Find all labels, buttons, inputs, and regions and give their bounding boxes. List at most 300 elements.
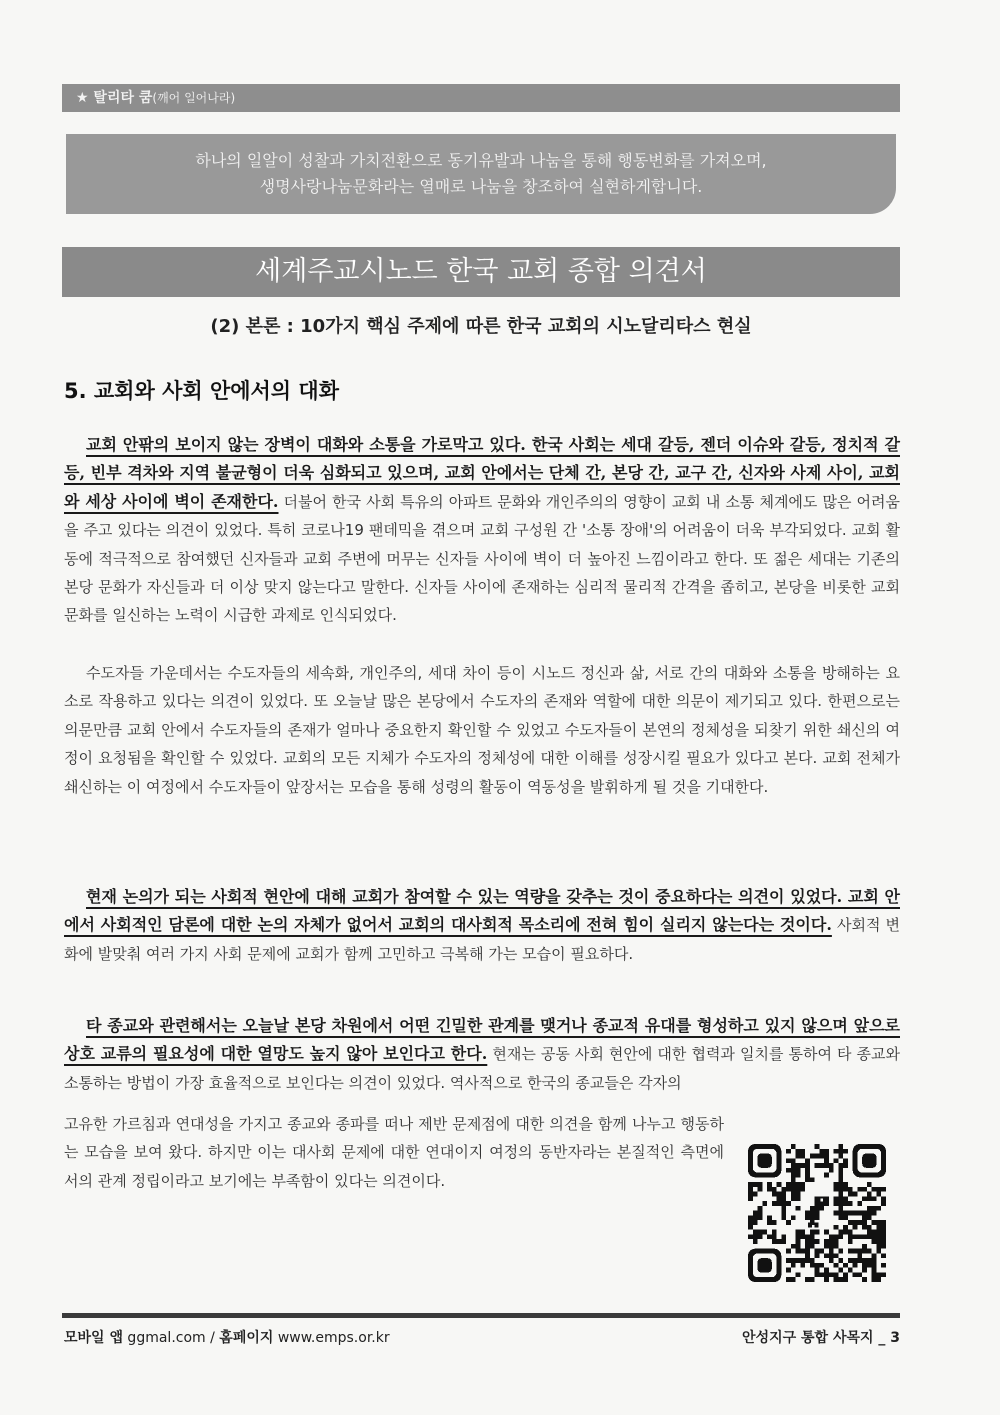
- paragraph-3-lead: 현재 논의가 되는 사회적 현안에 대해 교회가 참여할 수 있는 역량을 갖추는 것이 중요하다는 의견이 있었다. 교회 안에서 사회적인 담론에 대한 논의 자체가 없어서 교회의 대사회적 목소리에 전혀 힘이 실리지 않는다는 것이다.: [64, 887, 900, 935]
- qr-module: [848, 1211, 853, 1216]
- qr-module: [848, 1192, 853, 1197]
- qr-module: [753, 1239, 758, 1244]
- qr-module: [872, 1239, 877, 1244]
- qr-module: [786, 1268, 791, 1273]
- qr-module: [857, 1249, 862, 1254]
- qr-module: [881, 1196, 886, 1201]
- qr-module: [838, 1168, 843, 1173]
- qr-module: [862, 1225, 867, 1230]
- qr-module: [796, 1258, 801, 1263]
- paragraph-1-body: 더불어 한국 사회 특유의 아파트 문화와 개인주의의 영향이 교회 내 소통 체계에도 많은 어려움을 주고 있다는 의견이 있었다. 특히 코로나19 팬데믹을 겪으며 교회 구성원 간 '소통 장애'의 어려움이 더욱 부각되었다. 교회 활동에 적극적으로 참여했던 신자들과 교회 주변에 머무는 신자들 사이에 벽이 더 높아진 느낌이라고 한다. 또 젊은 세대는 기존의 본당 문화가 자신들과 더 이상 맞지 않는다고 말한다. 신자들 사이에 존재하는 심리적 물리적 간격을 좁히고, 본당을 비롯한 교회 문화를 일신하는 노력이 시급한 과제로 인식되었다.: [64, 492, 900, 625]
- qr-module: [805, 1163, 810, 1168]
- qr-module: [872, 1211, 877, 1216]
- qr-module: [786, 1258, 791, 1263]
- qr-module: [862, 1249, 867, 1254]
- qr-module: [796, 1239, 801, 1244]
- qr-module: [867, 1215, 872, 1220]
- paragraph-3-body: 사회적 변화에 발맞춰 여러 가지 사회 문제에 교회가 함께 고민하고 극복해 가는 모습이 필요하다.: [64, 916, 900, 963]
- qr-module: [872, 1234, 877, 1239]
- qr-module: [843, 1196, 848, 1201]
- qr-module: [881, 1234, 886, 1239]
- qr-module: [834, 1253, 839, 1258]
- qr-module: [857, 1253, 862, 1258]
- qr-module: [748, 1220, 753, 1225]
- qr-module: [753, 1192, 758, 1197]
- qr-module: [767, 1234, 772, 1239]
- qr-module: [800, 1234, 805, 1239]
- qr-module: [781, 1187, 786, 1192]
- qr-module: [800, 1154, 805, 1159]
- qr-module: [834, 1263, 839, 1268]
- intro-line-2: 생명사랑나눔문화라는 열매로 나눔을 창조하여 실현하게합니다.: [259, 177, 703, 196]
- qr-module: [753, 1230, 758, 1235]
- qr-module: [791, 1263, 796, 1268]
- qr-module: [796, 1163, 801, 1168]
- qr-module: [838, 1249, 843, 1254]
- qr-module: [796, 1168, 801, 1173]
- qr-module: [838, 1154, 843, 1159]
- qr-module: [767, 1182, 772, 1187]
- qr-module: [815, 1268, 820, 1273]
- qr-module: [862, 1244, 867, 1249]
- qr-module: [791, 1158, 796, 1163]
- qr-module: [815, 1163, 820, 1168]
- footer-home-label: 홈페이지: [219, 1330, 274, 1346]
- qr-module: [853, 1225, 858, 1230]
- qr-module: [862, 1258, 867, 1263]
- qr-module: [824, 1244, 829, 1249]
- qr-module: [867, 1192, 872, 1197]
- section-heading: 5. 교회와 사회 안에서의 대화: [64, 379, 339, 403]
- qr-module: [767, 1220, 772, 1225]
- qr-module: [876, 1192, 881, 1197]
- qr-module: [876, 1230, 881, 1235]
- qr-code[interactable]: [748, 1144, 886, 1282]
- qr-module: [838, 1206, 843, 1211]
- qr-module: [857, 1187, 862, 1192]
- qr-module: [819, 1163, 824, 1168]
- qr-module: [848, 1249, 853, 1254]
- qr-module: [758, 1206, 763, 1211]
- qr-module: [781, 1201, 786, 1206]
- qr-module: [843, 1211, 848, 1216]
- qr-module: [881, 1272, 886, 1277]
- qr-module: [862, 1187, 867, 1192]
- qr-module: [786, 1201, 791, 1206]
- qr-module: [791, 1196, 796, 1201]
- header-label: ★ 탈리타 쿰: [76, 90, 153, 106]
- qr-module: [805, 1249, 810, 1254]
- qr-module: [829, 1239, 834, 1244]
- qr-module: [862, 1196, 867, 1201]
- qr-module: [805, 1168, 810, 1173]
- qr-module: [772, 1234, 777, 1239]
- qr-module: [843, 1277, 848, 1282]
- qr-module: [843, 1215, 848, 1220]
- qr-module: [872, 1220, 877, 1225]
- qr-module: [829, 1253, 834, 1258]
- qr-module: [781, 1192, 786, 1197]
- qr-module: [843, 1182, 848, 1187]
- qr-module: [838, 1144, 843, 1149]
- qr-module: [838, 1258, 843, 1263]
- qr-module: [838, 1211, 843, 1216]
- qr-module: [796, 1182, 801, 1187]
- qr-module: [848, 1258, 853, 1263]
- qr-module: [815, 1249, 820, 1254]
- qr-module: [848, 1268, 853, 1273]
- qr-module: [758, 1234, 763, 1239]
- qr-module: [881, 1187, 886, 1192]
- qr-module: [815, 1154, 820, 1159]
- qr-module: [848, 1239, 853, 1244]
- qr-module: [848, 1201, 853, 1206]
- qr-module: [786, 1158, 791, 1163]
- qr-module: [819, 1149, 824, 1154]
- qr-module: [843, 1149, 848, 1154]
- qr-module: [805, 1234, 810, 1239]
- qr-module: [881, 1225, 886, 1230]
- qr-module: [777, 1192, 782, 1197]
- qr-module: [786, 1187, 791, 1192]
- qr-module: [781, 1206, 786, 1211]
- qr-module: [838, 1182, 843, 1187]
- qr-module: [786, 1168, 791, 1173]
- qr-module: [862, 1220, 867, 1225]
- qr-module: [867, 1225, 872, 1230]
- qr-module: [805, 1258, 810, 1263]
- paragraph-4-tail: 고유한 가르침과 연대성을 가지고 종교와 종파를 떠나 제반 문제점에 대한 의견을 함께 나누고 행동하는 모습을 보여 왔다. 하지만 이는 대사회 문제에 대한 연대이지 여정의 동반자라는 본질적인 측면에서의 관계 정립이라고 보기에는 부족함이 있다는 의견이다.: [64, 1115, 724, 1190]
- page-title: 세계주교시노드 한국 교회 종합 의견서: [62, 247, 900, 297]
- qr-module: [796, 1187, 801, 1192]
- qr-module: [824, 1253, 829, 1258]
- qr-module: [838, 1192, 843, 1197]
- qr-module: [829, 1168, 834, 1173]
- qr-module: [876, 1277, 881, 1282]
- qr-module: [791, 1192, 796, 1197]
- qr-module: [791, 1163, 796, 1168]
- paragraph-1: [64, 431, 900, 630]
- qr-module: [834, 1187, 839, 1192]
- qr-module: [800, 1263, 805, 1268]
- qr-module: [786, 1182, 791, 1187]
- qr-module: [805, 1177, 810, 1182]
- qr-module: [838, 1230, 843, 1235]
- qr-module: [824, 1239, 829, 1244]
- qr-module: [786, 1220, 791, 1225]
- qr-module: [838, 1177, 843, 1182]
- qr-module: [881, 1220, 886, 1225]
- qr-module: [810, 1258, 815, 1263]
- qr-module: [867, 1182, 872, 1187]
- qr-module: [748, 1182, 753, 1187]
- qr-module: [843, 1163, 848, 1168]
- qr-module: [876, 1244, 881, 1249]
- qr-module: [758, 1215, 763, 1220]
- qr-module: [791, 1277, 796, 1282]
- qr-module: [838, 1234, 843, 1239]
- qr-module: [867, 1234, 872, 1239]
- qr-module: [862, 1234, 867, 1239]
- qr-module: [829, 1249, 834, 1254]
- qr-module: [791, 1177, 796, 1182]
- qr-module: [772, 1239, 777, 1244]
- qr-module: [824, 1154, 829, 1159]
- qr-module: [857, 1201, 862, 1206]
- qr-module: [857, 1220, 862, 1225]
- qr-module: [758, 1187, 763, 1192]
- qr-module: [853, 1234, 858, 1239]
- qr-module: [800, 1182, 805, 1187]
- qr-module: [810, 1230, 815, 1235]
- qr-module: [881, 1263, 886, 1268]
- qr-module: [777, 1201, 782, 1206]
- qr-module: [800, 1163, 805, 1168]
- qr-module: [862, 1263, 867, 1268]
- paragraph-2-body: 수도자들 가운데서는 수도자들의 세속화, 개인주의, 세대 차이 등이 시노드 정신과 삶, 서로 간의 대화와 소통을 방해하는 요소로 작용하고 있다는 의견이 있었다. 또 오늘날 많은 본당에서 수도자의 존재와 역할에 대한 의문이 제기되고 있다. 한편으로는 의문만큼 교회 안에서 수도자들의 존재가 얼마나 중요한지 확인할 수 있었고 수도자들이 본연의 정체성을 되찾기 위한 쇄신의 여정이 요청됨을 확인할 수 있었다. 교회의 모든 지체가 수도자의 정체성에 대한 이해를 성장시킬 필요가 있다고 본다. 교회 전체가 쇄신하는 이 여정에서 수도자들이 앞장서는 모습을 통해 성령의 활동이 역동성을 발휘하게 될 것을 기대한다.: [64, 664, 900, 796]
- qr-module: [872, 1253, 877, 1258]
- qr-module: [872, 1258, 877, 1263]
- qr-module: [872, 1277, 877, 1282]
- qr-module: [777, 1196, 782, 1201]
- qr-module: [843, 1230, 848, 1235]
- qr-module: [791, 1244, 796, 1249]
- qr-module: [853, 1220, 858, 1225]
- qr-module: [834, 1201, 839, 1206]
- qr-module: [876, 1206, 881, 1211]
- footer-left: [64, 1327, 390, 1347]
- qr-module: [876, 1220, 881, 1225]
- qr-module: [781, 1239, 786, 1244]
- qr-module: [853, 1263, 858, 1268]
- qr-module: [881, 1239, 886, 1244]
- qr-module: [815, 1239, 820, 1244]
- qr-module: [805, 1253, 810, 1258]
- qr-module: [834, 1234, 839, 1239]
- qr-module: [791, 1215, 796, 1220]
- qr-module: [800, 1149, 805, 1154]
- header-bar: [62, 84, 900, 112]
- qr-module: [805, 1158, 810, 1163]
- qr-module: [857, 1234, 862, 1239]
- qr-module: [834, 1272, 839, 1277]
- qr-module: [834, 1211, 839, 1216]
- qr-module: [819, 1249, 824, 1254]
- qr-module: [758, 1182, 763, 1187]
- qr-module: [810, 1244, 815, 1249]
- qr-module: [819, 1154, 824, 1159]
- qr-module: [843, 1201, 848, 1206]
- qr-module: [796, 1192, 801, 1197]
- qr-module: [829, 1163, 834, 1168]
- qr-module: [853, 1258, 858, 1263]
- qr-module: [843, 1225, 848, 1230]
- qr-module: [834, 1244, 839, 1249]
- qr-module: [848, 1187, 853, 1192]
- qr-module: [772, 1192, 777, 1197]
- qr-module: [796, 1234, 801, 1239]
- qr-module: [786, 1149, 791, 1154]
- qr-module: [867, 1263, 872, 1268]
- qr-module: [791, 1173, 796, 1178]
- qr-module: [810, 1154, 815, 1159]
- qr-module: [772, 1187, 777, 1192]
- qr-module: [781, 1215, 786, 1220]
- qr-module: [815, 1230, 820, 1235]
- qr-module: [748, 1215, 753, 1220]
- qr-module: [810, 1177, 815, 1182]
- qr-module: [805, 1244, 810, 1249]
- qr-module: [772, 1220, 777, 1225]
- qr-module: [853, 1211, 858, 1216]
- qr-module: [805, 1239, 810, 1244]
- page-subtitle: (2) 본론 : 10가지 핵심 주제에 따른 한국 교회의 시노달리타스 현실: [210, 316, 752, 337]
- qr-module: [791, 1144, 796, 1149]
- footer-page-info: 안성지구 통합 사목지 _ 3: [742, 1330, 900, 1346]
- qr-module: [862, 1215, 867, 1220]
- qr-module: [753, 1220, 758, 1225]
- qr-module: [810, 1234, 815, 1239]
- footer-app-label: 모바일 앱: [64, 1330, 123, 1346]
- qr-module: [829, 1258, 834, 1263]
- qr-module: [834, 1149, 839, 1154]
- qr-module: [772, 1230, 777, 1235]
- qr-module: [853, 1192, 858, 1197]
- qr-module: [800, 1230, 805, 1235]
- dinosaur-icon: [800, 1192, 833, 1230]
- footer-divider: [62, 1313, 900, 1318]
- qr-module: [767, 1215, 772, 1220]
- qr-module: [872, 1196, 877, 1201]
- qr-module: [796, 1154, 801, 1159]
- qr-module: [800, 1258, 805, 1263]
- qr-module: [753, 1215, 758, 1220]
- qr-module: [862, 1277, 867, 1282]
- qr-module: [838, 1163, 843, 1168]
- qr-module: [796, 1173, 801, 1178]
- qr-module: [876, 1225, 881, 1230]
- qr-module: [753, 1182, 758, 1187]
- qr-module: [881, 1244, 886, 1249]
- qr-module: [872, 1272, 877, 1277]
- qr-module: [800, 1249, 805, 1254]
- qr-module: [838, 1173, 843, 1178]
- qr-module: [838, 1196, 843, 1201]
- qr-module: [815, 1272, 820, 1277]
- qr-module: [857, 1272, 862, 1277]
- qr-module: [810, 1239, 815, 1244]
- qr-module: [748, 1187, 753, 1192]
- qr-module: [796, 1244, 801, 1249]
- qr-module: [843, 1272, 848, 1277]
- qr-module: [838, 1201, 843, 1206]
- qr-module: [876, 1239, 881, 1244]
- qr-module: [838, 1277, 843, 1282]
- qr-module: [857, 1211, 862, 1216]
- qr-module: [781, 1196, 786, 1201]
- footer-home-link[interactable]: www.emps.or.kr: [273, 1330, 390, 1346]
- qr-module: [824, 1163, 829, 1168]
- qr-module: [810, 1263, 815, 1268]
- qr-module: [819, 1272, 824, 1277]
- qr-module: [834, 1182, 839, 1187]
- qr-module: [824, 1158, 829, 1163]
- header-label-sub: (깨어 일어나라): [152, 91, 236, 105]
- footer-app-link[interactable]: ggmal.com /: [122, 1330, 220, 1346]
- qr-module: [848, 1230, 853, 1235]
- qr-module: [777, 1182, 782, 1187]
- qr-module: [824, 1173, 829, 1178]
- qr-module: [843, 1158, 848, 1163]
- qr-module: [876, 1272, 881, 1277]
- qr-module: [834, 1277, 839, 1282]
- qr-module: [796, 1249, 801, 1254]
- qr-module: [810, 1277, 815, 1282]
- qr-module: [805, 1277, 810, 1282]
- qr-module: [815, 1253, 820, 1258]
- qr-module: [853, 1249, 858, 1254]
- qr-module: [781, 1211, 786, 1216]
- qr-module: [867, 1258, 872, 1263]
- qr-module: [824, 1268, 829, 1273]
- qr-module: [796, 1149, 801, 1154]
- qr-module: [748, 1192, 753, 1197]
- qr-module: [762, 1201, 767, 1206]
- qr-module: [800, 1187, 805, 1192]
- qr-module: [876, 1249, 881, 1254]
- qr-module: [857, 1258, 862, 1263]
- qr-module: [834, 1196, 839, 1201]
- intro-line-1: 하나의 일알이 성찰과 가치전환으로 동기유발과 나눔을 통해 행동변화를 가져오며,: [195, 151, 767, 170]
- qr-module: [829, 1272, 834, 1277]
- qr-module: [824, 1149, 829, 1154]
- qr-module: [762, 1230, 767, 1235]
- qr-module: [748, 1196, 753, 1201]
- qr-module: [876, 1187, 881, 1192]
- qr-module: [867, 1206, 872, 1211]
- qr-module: [824, 1230, 829, 1235]
- qr-module: [876, 1234, 881, 1239]
- qr-module: [786, 1277, 791, 1282]
- qr-module: [824, 1272, 829, 1277]
- qr-module: [781, 1234, 786, 1239]
- qr-module: [848, 1234, 853, 1239]
- qr-module: [838, 1268, 843, 1273]
- qr-module: [881, 1253, 886, 1258]
- qr-module: [791, 1187, 796, 1192]
- qr-module: [796, 1230, 801, 1235]
- paragraph-4-body: 현재는 공동 사회 현안에 대한 협력과 일치를 통하여 타 종교와 소통하는 방법이 가장 효율적으로 보인다는 의견이 있었다. 역사적으로 한국의 종교들은 각자의: [64, 1045, 900, 1092]
- qr-module: [867, 1211, 872, 1216]
- intro-box: [66, 134, 896, 214]
- qr-module: [862, 1211, 867, 1216]
- qr-module: [872, 1230, 877, 1235]
- qr-module: [791, 1168, 796, 1173]
- paragraph-3: [64, 883, 900, 968]
- qr-module: [791, 1258, 796, 1263]
- qr-module: [796, 1196, 801, 1201]
- qr-module: [872, 1268, 877, 1273]
- qr-module: [867, 1249, 872, 1254]
- qr-module: [824, 1277, 829, 1282]
- qr-module: [748, 1225, 753, 1230]
- qr-module: [862, 1268, 867, 1273]
- qr-module: [872, 1206, 877, 1211]
- qr-module: [753, 1211, 758, 1216]
- qr-module: [838, 1187, 843, 1192]
- qr-module: [843, 1263, 848, 1268]
- qr-module: [796, 1206, 801, 1211]
